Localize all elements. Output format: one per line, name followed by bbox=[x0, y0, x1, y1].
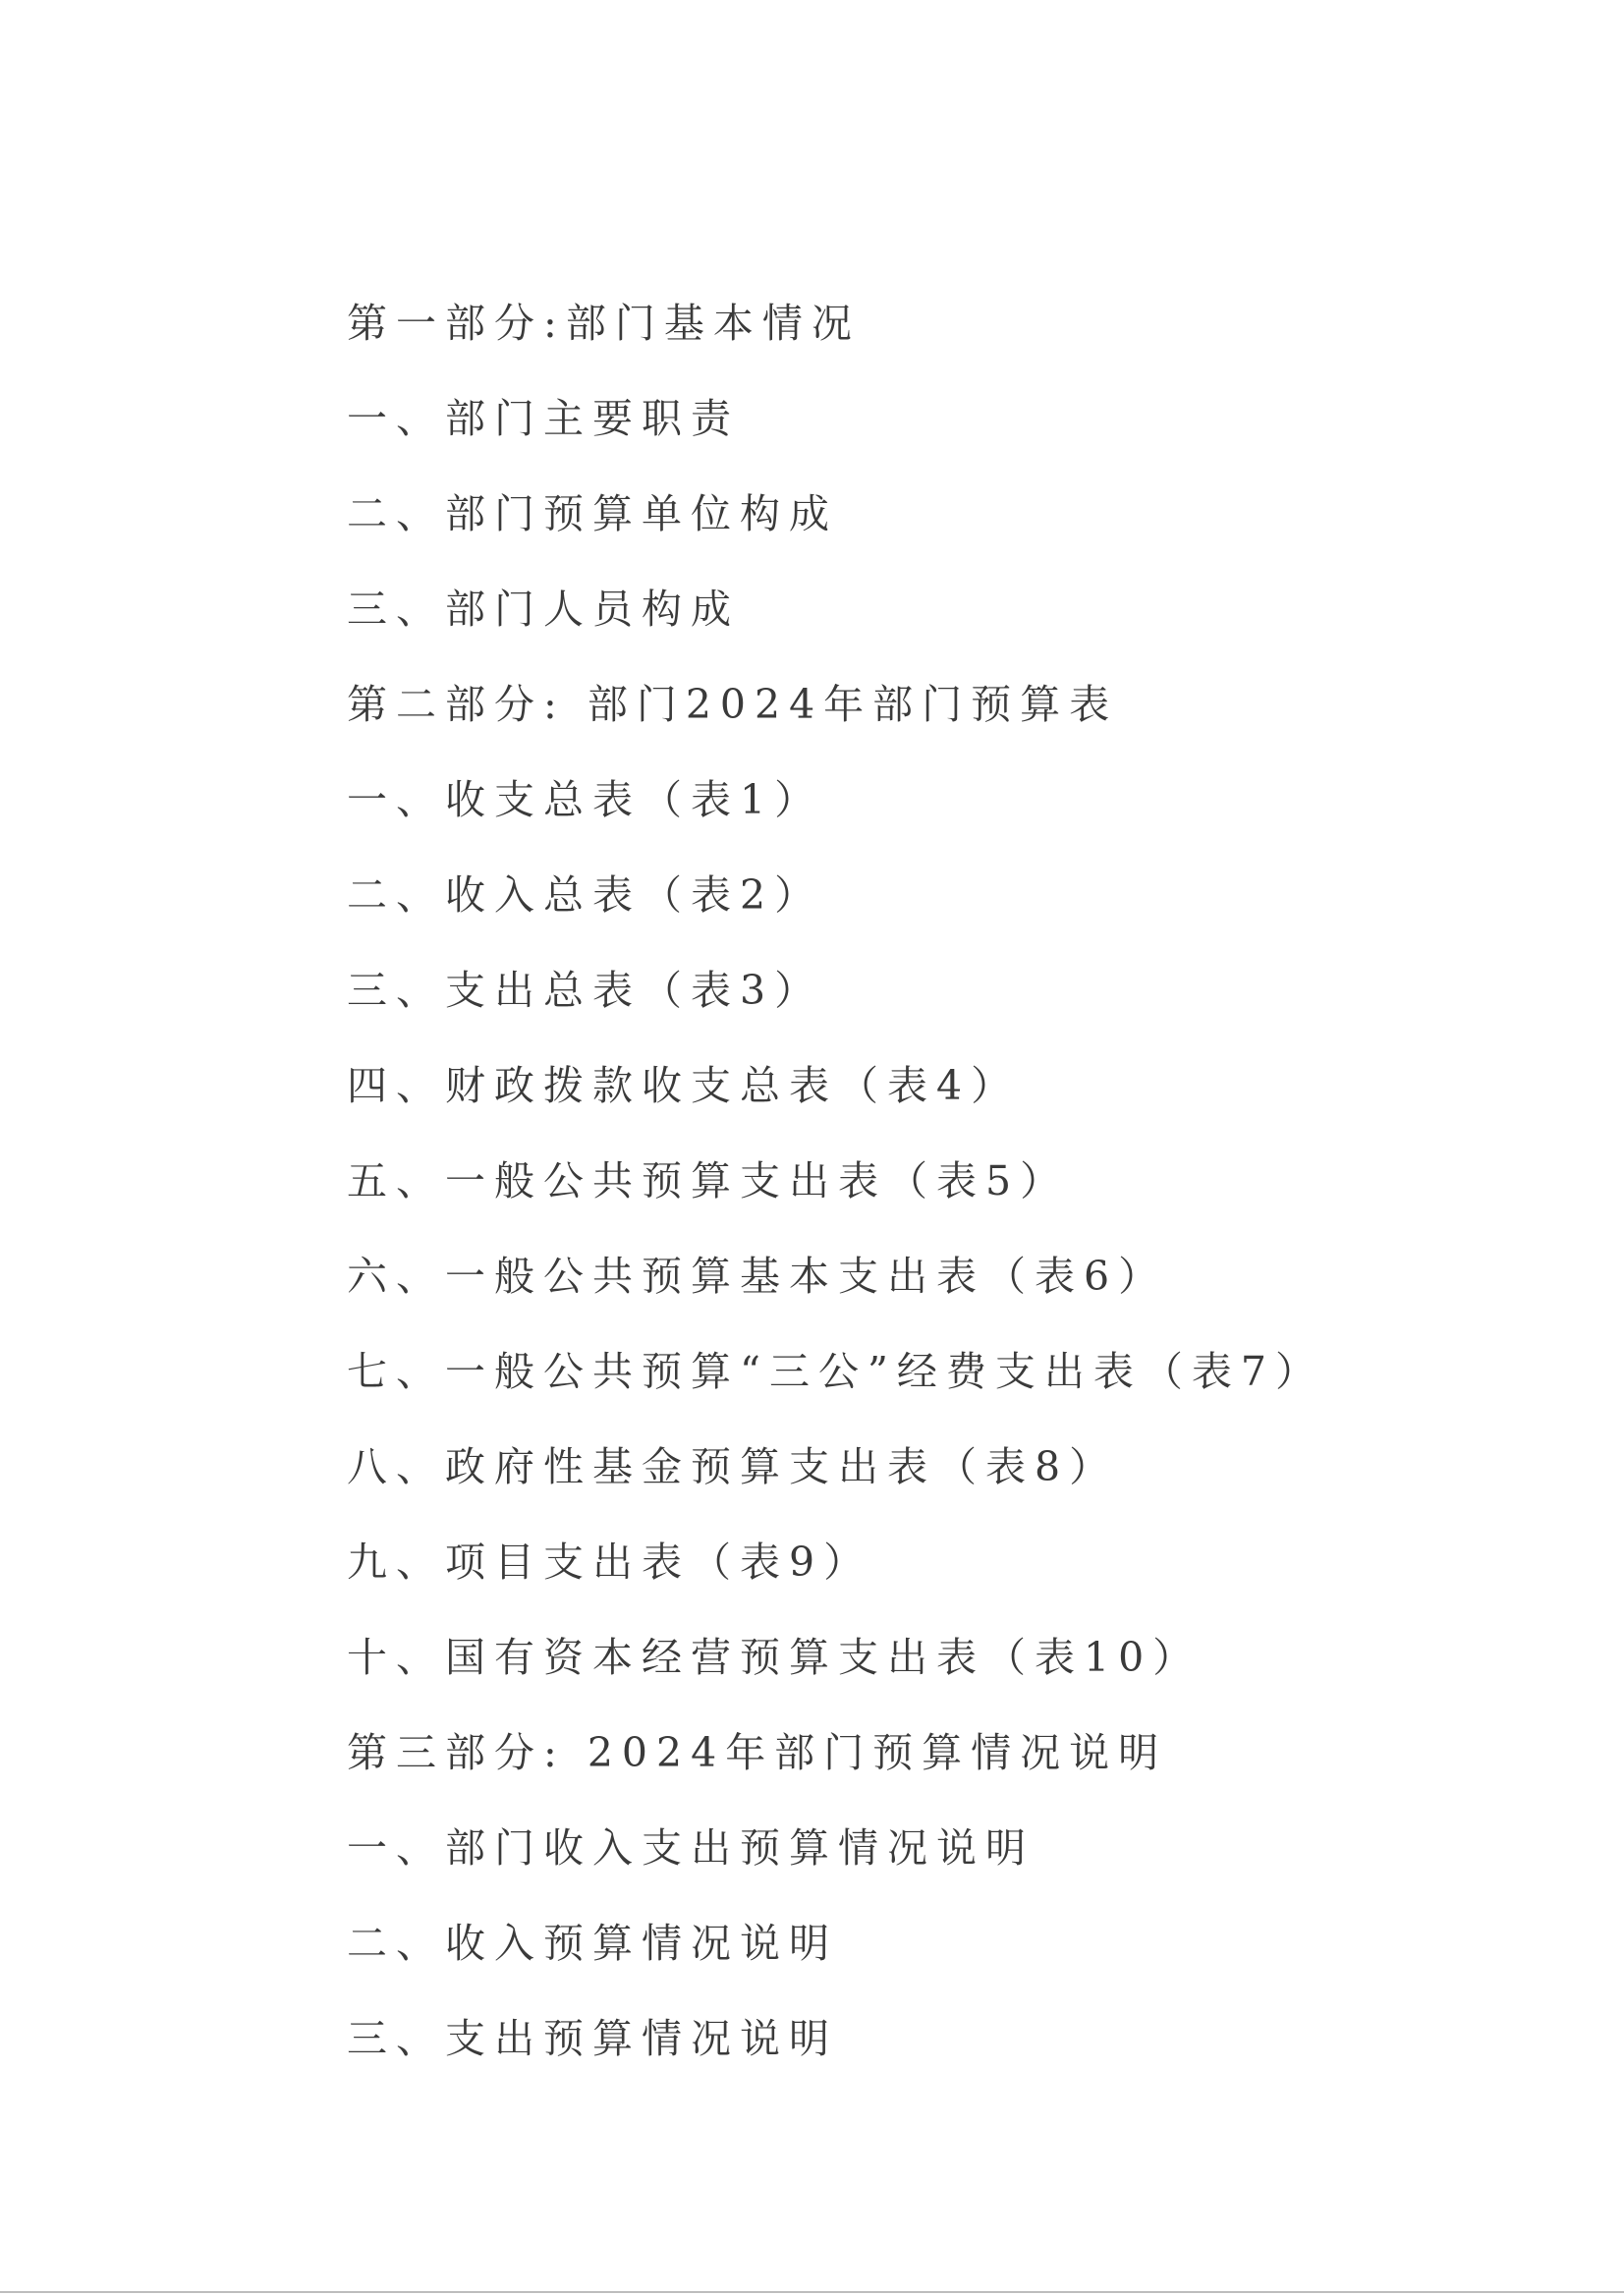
toc-item-main-duties: 一、部门主要职责 bbox=[347, 395, 740, 442]
toc-item-table-9: 九、项目支出表（表9） bbox=[347, 1539, 873, 1586]
toc-item-budget-units: 二、部门预算单位构成 bbox=[347, 490, 838, 537]
section-heading-part-1: 第一部分:部门基本情况 bbox=[347, 300, 861, 347]
toc-item-table-8: 八、政府性基金预算支出表（表8） bbox=[347, 1443, 1119, 1490]
toc-item-revenue-expenditure-explanation: 一、部门收入支出预算情况说明 bbox=[347, 1824, 1035, 1872]
toc-item-revenue-explanation: 二、收入预算情况说明 bbox=[347, 1920, 838, 1967]
toc-item-table-3: 三、支出总表（表3） bbox=[347, 967, 824, 1014]
toc-item-table-10: 十、国有资本经营预算支出表（表10） bbox=[347, 1634, 1203, 1681]
section-heading-part-2: 第二部分: 部门2024年部门预算表 bbox=[347, 681, 1119, 728]
toc-item-table-7: 七、一般公共预算“三公”经费支出表（表7） bbox=[347, 1348, 1325, 1395]
toc-item-table-1: 一、收支总表（表1） bbox=[347, 776, 824, 823]
toc-item-staff-composition: 三、部门人员构成 bbox=[347, 586, 740, 633]
toc-item-table-2: 二、收入总表（表2） bbox=[347, 871, 824, 919]
toc-item-table-5: 五、一般公共预算支出表（表5） bbox=[347, 1157, 1070, 1204]
table-of-contents bbox=[347, 290, 1526, 2100]
toc-item-table-4: 四、财政拨款收支总表（表4） bbox=[347, 1062, 1021, 1109]
toc-item-expenditure-explanation: 三、支出预算情况说明 bbox=[347, 2015, 838, 2062]
toc-item-table-6: 六、一般公共预算基本支出表（表6） bbox=[347, 1253, 1168, 1300]
page-bottom-edge bbox=[0, 2291, 1624, 2293]
section-heading-part-3: 第三部分: 2024年部门预算情况说明 bbox=[347, 1729, 1168, 1776]
